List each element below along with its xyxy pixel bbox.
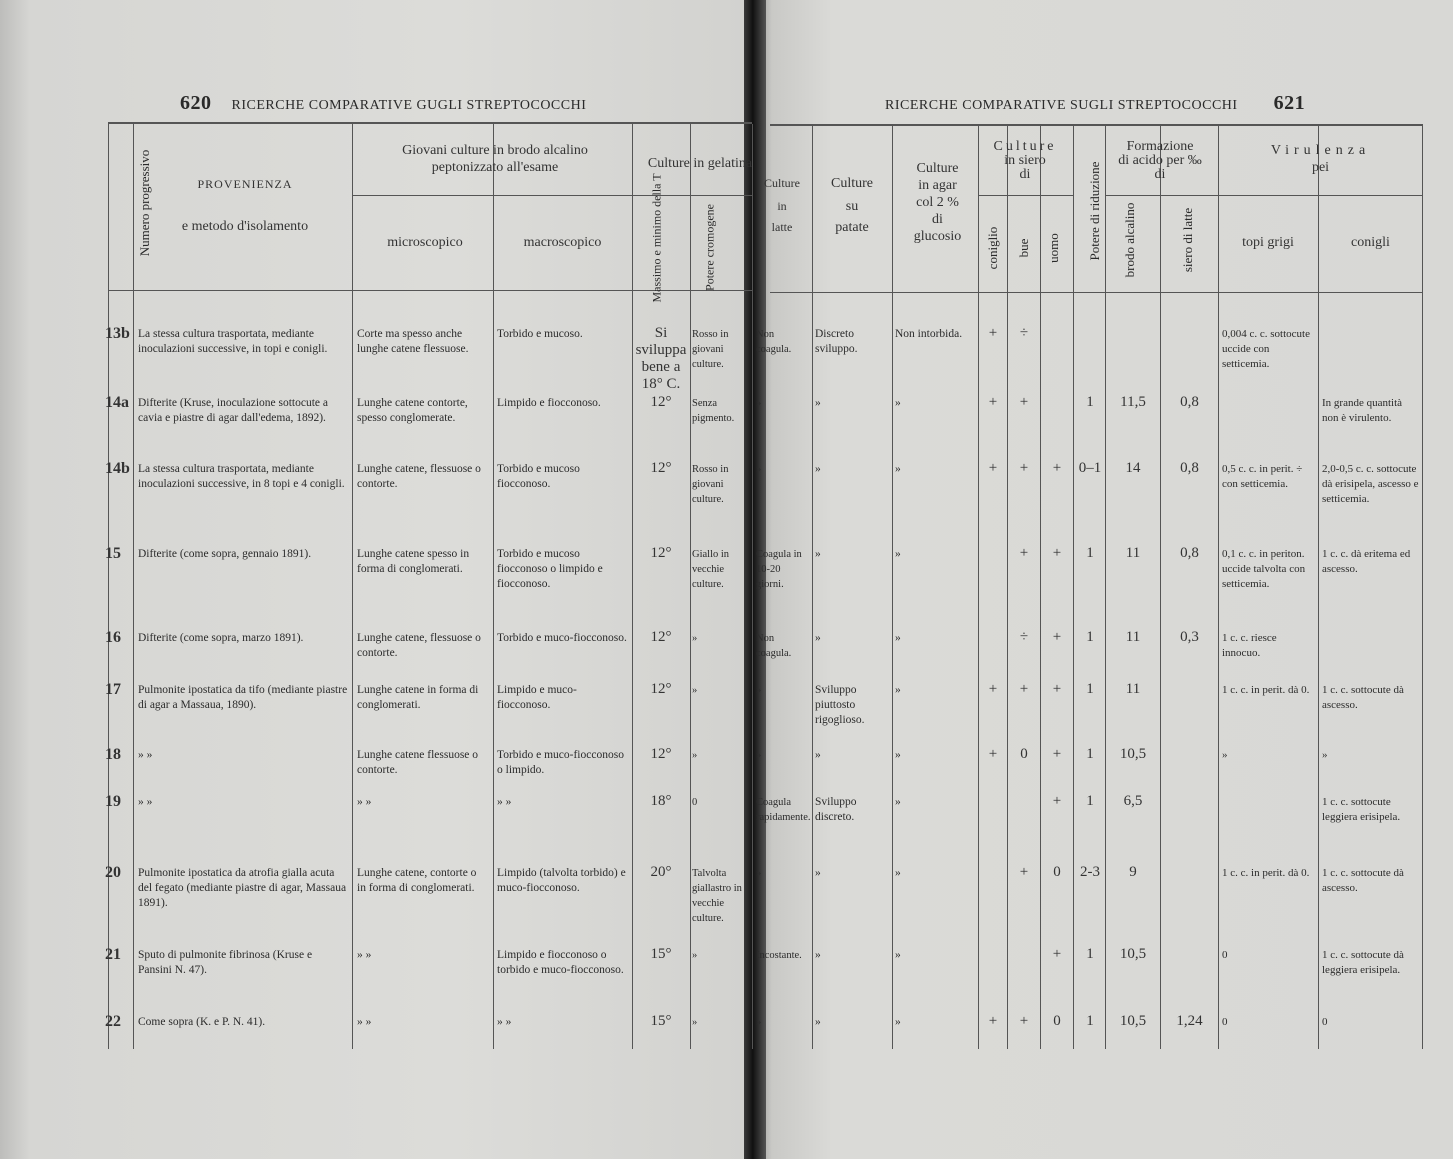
cell-conigli: 2,0-0,5 c. c. sottocute dà erisipela, ascesso e setticemia. [1322,463,1419,505]
cell-micro: » » [357,1016,372,1028]
cell-agar: » [895,949,901,961]
cell-agar: » [895,632,901,644]
cell-rid: 1 [1086,681,1094,697]
cell-macro: » » [497,796,512,808]
cell-temp: 12° [650,394,672,410]
table-rule [752,124,753,1049]
cell-conigli: 1 c. c. sottocute dà ascesso. [1322,867,1404,894]
cell-agar: » [895,796,901,808]
cell-brodo: 14 [1125,460,1141,476]
cell-brodo: 11 [1125,545,1141,561]
cell-prov: Come sopra (K. e P. N. 41). [138,1016,266,1028]
cell-agar: » [895,684,901,696]
header-agar-l5: glucosio [913,229,962,244]
cell-brodo: 11 [1125,681,1141,697]
cell-brodo: 10,5 [1119,746,1147,762]
cell-temp: 20° [650,864,672,880]
cell-crom: Rosso in giovani culture. [692,329,729,370]
cell-crom: » [692,950,698,961]
cell-micro: Lunghe catene, contorte o in forma di conglomerati. [357,867,477,894]
row-number: 16 [105,629,121,646]
header-coniglio: coniglio [985,226,1000,270]
cell-rid: 1 [1086,394,1094,410]
cell-macro: Torbido e mucoso fiocconoso. [497,463,580,490]
cell-macro: Torbido e mucoso. [497,328,583,340]
cell-conigli: 1 c. c. dà eritema ed ascesso. [1322,548,1411,575]
cell-uomo: + [1052,746,1062,762]
header-metodo: e metodo d'isolamento [181,219,309,234]
cell-siero: 0,8 [1180,394,1199,410]
cell-latte: Non coagula. [756,329,792,355]
header-latte-l2: in [777,199,787,213]
cell-rid: 1 [1086,1013,1094,1029]
cell-prov: Difterite (Kruse, inoculazione sottocute a cavia e piastre di agar dall'edema, 1892). [138,397,328,424]
cell-patate: » [815,548,821,560]
cell-siero: 1,24 [1176,1013,1203,1029]
table-rule [352,124,353,1049]
cell-macro: Limpido e fiocconoso. [497,397,601,409]
cell-conigli: 1 c. c. sottocute leggiera erisipela. [1322,796,1401,823]
table-rule [1040,124,1041,1049]
header-virulenza-l1: Virulenza [1270,143,1371,158]
cell-conigli: In grande quantità non è virulento. [1322,397,1403,424]
table-rule [770,292,1422,293]
cell-crom: Talvolta giallastro in vecchie culture. [692,868,742,924]
table-rule [1422,124,1423,1049]
cell-brodo: 10,5 [1119,946,1147,962]
header-latte [758,175,806,236]
cell-topi: 0,1 c. c. in periton. uccide talvolta con setticemia. [1222,548,1306,590]
cell-agar: » [895,867,901,879]
cell-rid: 1 [1086,946,1094,962]
row-number: 15 [105,545,121,562]
cell-brodo: 11 [1125,629,1141,645]
cell-latte: Non coagula. [756,633,792,659]
cell-topi: 0,004 c. c. sottocute uccide con setticemia. [1222,328,1310,370]
cell-temp: Si sviluppa bene a 18° C. [635,325,687,392]
header-microscopico: microscopico [387,235,463,250]
table-rule [1160,124,1161,1049]
header-formazione-l1: Formazione [1126,139,1194,154]
cell-temp: 12° [650,746,672,762]
header-virulenza-l2: pei [1311,160,1330,175]
cell-patate: Sviluppo piuttosto rigoglioso. [815,684,865,726]
cell-agar: » [895,1016,901,1028]
cell-patate: » [815,632,821,644]
table-rule [352,195,632,196]
cell-patate: » [815,463,821,475]
cell-prov: » » [138,796,153,808]
table-rule [1073,124,1074,1049]
cell-agar: » [895,397,901,409]
cell-micro: Lunghe catene in forma di conglomerati. [357,684,479,711]
table-rule [770,124,1422,126]
cell-agar: Non intorbida. [895,328,963,340]
cell-temp: 18° [650,793,672,809]
cell-patate: » [815,1016,821,1028]
cell-rid: 1 [1086,746,1094,762]
header-patate [812,175,892,236]
cell-temp: 12° [650,681,672,697]
header-conigli: conigli [1351,235,1390,250]
left-head-title: RICERCHE COMPARATIVE GUGLI STREPTOCOCCHI [231,98,587,113]
header-topi-grigi: topi grigi [1242,235,1294,250]
cell-con: + [988,460,998,476]
cell-bue: + [1019,864,1029,880]
left-running-head [180,92,586,115]
header-macroscopico: macroscopico [523,235,602,250]
cell-topi: » [1222,749,1228,761]
table-rule [978,195,1073,196]
cell-micro: Corte ma spesso anche lunghe catene flessuose. [357,328,469,355]
cell-temp: 15° [650,946,672,962]
header-formazione-l2: di acido per ‰ [1118,153,1202,168]
cell-prov: » » [138,749,153,761]
cell-conigli: 1 c. c. sottocute dà ascesso. [1322,684,1404,711]
cell-rid: 0–1 [1078,460,1102,476]
table-rule [1318,124,1319,1049]
row-number: 13b [105,325,130,342]
header-uomo: uomo [1046,233,1061,263]
cell-latte: » [756,685,762,696]
cell-crom: 0 [692,797,698,808]
cell-con: + [988,681,998,697]
cell-macro: Torbido e muco-fiocconoso o limpido. [497,749,624,776]
header-virulenza [1218,142,1423,176]
cell-prov: La stessa cultura trasportata, mediante inoculazioni successive, in topi e conigli. [138,328,328,355]
cell-uomo: + [1052,545,1062,561]
header-massimo: Massimo e minimo della T [649,173,664,303]
header-agar-l4: di [932,212,943,227]
cell-con: + [988,394,998,410]
table-rule [108,124,109,1049]
cell-conigli: 1 c. c. sottocute dà leggiera erisipela. [1322,949,1404,976]
header-agar [895,160,980,245]
cell-uomo: + [1052,629,1062,645]
table-rule [892,124,893,1049]
cell-bue: 0 [1020,746,1028,762]
header-formazione [1105,140,1215,182]
cell-macro: Torbido e mucoso fiocconoso o limpido e fiocconoso. [497,548,603,590]
header-numero: Numero progressivo [137,149,152,257]
cell-temp: 15° [650,1013,672,1029]
cell-topi: 1 c. c. riesce innocuo. [1222,632,1277,659]
cell-crom: » [692,633,698,644]
header-patate-l3: patate [835,220,869,235]
cell-uomo: 0 [1053,1013,1061,1029]
table-rule [493,124,494,1049]
cell-micro: Lunghe catene, flessuose o contorte. [357,632,481,659]
header-siero-latte: siero di latte [1180,207,1195,273]
header-provenienza: PROVENIENZA [197,177,293,191]
table-rule [1105,124,1106,1049]
cell-temp: 12° [650,545,672,561]
right-running-head [885,92,1305,115]
cell-prov: La stessa cultura trasportata, mediante inoculazioni successive, in 8 topi e 4 conigli. [138,463,345,490]
cell-agar: » [895,463,901,475]
cell-bue: + [1019,545,1029,561]
cell-crom: Giallo in vecchie culture. [692,549,730,590]
header-agar-l1: Culture [916,161,959,176]
header-brodo-alcalino: brodo alcalino [1122,202,1137,278]
cell-micro: Lunghe catene spesso in forma di conglomerati. [357,548,470,575]
header-patate-l1: Culture [831,176,873,191]
header-siero-l2: in siero [1004,153,1046,168]
cell-prov: Difterite (come sopra, marzo 1891). [138,632,304,644]
cell-brodo: 10,5 [1119,1013,1147,1029]
cell-prov: Pulmonite ipostatica da atrofia gialla acuta del fegato (mediante piastre di agar, Massaua 1891). [138,867,347,909]
cell-rid: 1 [1086,793,1094,809]
cell-agar: » [895,548,901,560]
header-bue: bue [1016,238,1031,258]
cell-crom: » [692,750,698,761]
header-agar-l3: col 2 % [916,195,959,210]
cell-crom: » [692,685,698,696]
cell-bue: + [1019,681,1029,697]
cell-bue: + [1019,394,1029,410]
cell-uomo: + [1052,681,1062,697]
cell-brodo: 11,5 [1120,394,1146,410]
row-number: 17 [105,681,121,698]
cell-con: + [988,325,998,341]
header-agar-l2: in agar [918,178,957,193]
cell-brodo: 6,5 [1123,793,1143,809]
cell-latte: Coagula rapidamente. [756,797,811,823]
cell-temp: 12° [650,629,672,645]
row-number: 20 [105,864,121,881]
header-riduzione: Potere di riduzione [1087,161,1102,261]
cell-bue: ÷ [1019,325,1029,341]
cell-micro: » » [357,949,372,961]
table-rule [690,124,691,1049]
cell-siero: 0,8 [1180,545,1199,561]
cell-conigli: 0 [1322,1016,1328,1028]
header-latte-l1: Culture [764,176,800,190]
cell-topi: 1 c. c. in perit. dà 0. [1222,684,1310,696]
cell-macro: Limpido (talvolta torbido) e muco-fiocconoso. [497,867,626,894]
header-siero-l1: Culture [993,139,1057,154]
table-rule [812,124,813,1049]
row-number: 14a [105,394,129,411]
cell-rid: 1 [1086,629,1094,645]
header-giovani: Giovani culture in brodo alcalino peptonizzato all'esame [402,143,588,175]
cell-latte: » [756,398,762,409]
cell-temp: 12° [650,460,672,476]
table-rule [133,124,134,1049]
cell-topi: 1 c. c. in perit. dà 0. [1222,867,1310,879]
cell-uomo: + [1052,793,1062,809]
table-rule [1218,195,1422,196]
table-rule [1007,124,1008,1049]
cell-brodo: 9 [1129,864,1137,880]
cell-latte: Coagula in 10-20 giorni. [756,549,802,590]
cell-uomo: + [1052,946,1062,962]
cell-patate: » [815,867,821,879]
cell-con: + [988,746,998,762]
cell-patate: » [815,397,821,409]
cell-uomo: + [1052,460,1062,476]
cell-macro: Torbido e muco-fiocconoso. [497,632,627,644]
cell-patate: Sviluppo discreto. [815,796,857,823]
cell-latte: » [756,1017,762,1028]
cell-prov: Sputo di pulmonite fibrinosa (Kruse e Pansini N. 47). [138,949,313,976]
cell-micro: » » [357,796,372,808]
row-number: 19 [105,793,121,810]
row-number: 14b [105,460,130,477]
cell-crom: Senza pigmento. [692,398,735,424]
cell-rid: 2-3 [1080,864,1100,880]
cell-topi: 0 [1222,949,1228,961]
table-rule [1218,124,1219,1049]
cell-topi: 0,5 c. c. in perit. ÷ con setticemia. [1222,463,1303,490]
cell-con: + [988,1013,998,1029]
cell-latte: Incostante. [756,950,802,961]
header-latte-l3: latte [771,220,793,234]
left-page-number: 620 [180,92,212,114]
cell-bue: + [1019,460,1029,476]
row-number: 21 [105,946,121,963]
cell-topi: 0 [1222,1016,1228,1028]
cell-conigli: » [1322,749,1328,761]
right-head-title: RICERCHE COMPARATIVE SUGLI STREPTOCOCCHI [885,98,1238,113]
cell-bue: ÷ [1019,629,1029,645]
header-formazione-l3: di [1154,167,1166,182]
cell-micro: Lunghe catene flessuose o contorte. [357,749,479,776]
cell-patate: » [815,749,821,761]
cell-micro: Lunghe catene, flessuose o contorte. [357,463,481,490]
cell-crom: Rosso in giovani culture. [692,464,729,505]
cell-siero: 0,3 [1180,629,1199,645]
header-patate-l2: su [845,199,859,214]
cell-patate: Discreto sviluppo. [815,328,858,355]
cell-agar: » [895,749,901,761]
cell-latte: » [756,868,762,879]
cell-latte: » [756,464,762,475]
header-siero-l3: di [1019,167,1031,182]
cell-macro: Limpido e fiocconoso o torbido e muco-fiocconoso. [497,949,624,976]
table-rule [632,124,633,1049]
cell-siero: 0,8 [1180,460,1199,476]
cell-micro: Lunghe catene contorte, spesso conglomerate. [357,397,468,424]
cell-uomo: 0 [1053,864,1061,880]
cell-latte: » [756,750,762,761]
row-number: 18 [105,746,121,763]
cell-macro: Limpido e muco-fiocconoso. [497,684,577,711]
cell-rid: 1 [1086,545,1094,561]
header-siero [980,140,1070,182]
header-gelatina: Culture in gelatina [647,156,753,171]
cell-prov: Pulmonite ipostatica da tifo (mediante piastre di agar a Massaua, 1890). [138,684,348,711]
row-number: 22 [105,1013,121,1030]
right-page-number: 621 [1273,92,1306,114]
cell-patate: » [815,949,821,961]
cell-prov: Difterite (come sopra, gennaio 1891). [138,548,312,560]
cell-bue: + [1019,1013,1029,1029]
table-rule [978,124,979,1049]
header-potere-cromogene: Potere cromogene [702,204,717,291]
table-rule [108,122,752,124]
cell-crom: » [692,1017,698,1028]
cell-macro: » » [497,1016,512,1028]
